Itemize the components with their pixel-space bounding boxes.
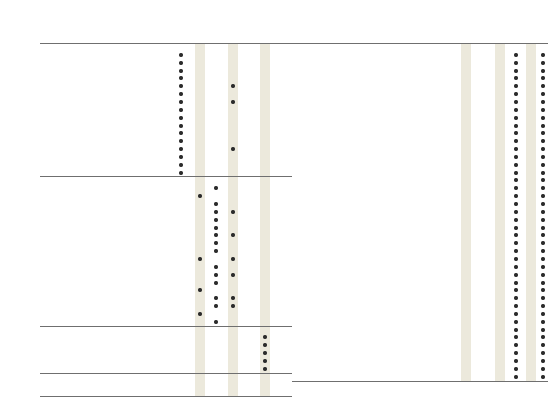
right-block-mark-dot <box>541 367 545 371</box>
right-block-mark-dot <box>514 210 518 214</box>
left-block-mark-dot <box>179 53 183 57</box>
left-block-mark-dot <box>179 69 183 73</box>
right-block-mark-dot <box>541 69 545 73</box>
right-block-mark-dot <box>541 61 545 65</box>
left-block-mark-dot <box>214 273 218 277</box>
right-block-mark-dot <box>541 249 545 253</box>
right-block-mark-dot <box>541 335 545 339</box>
right-block-mark-dot <box>541 163 545 167</box>
right-block-mark-dot <box>514 76 518 80</box>
right-block-mark-dot <box>514 288 518 292</box>
right-block-mark-dot <box>514 241 518 245</box>
left-block-mark-dot <box>179 139 183 143</box>
right-block-mark-dot <box>541 343 545 347</box>
right-block-mark-dot <box>541 171 545 175</box>
left-block-mark-dot <box>231 257 235 261</box>
left-block-mark-dot <box>179 163 183 167</box>
left-block-mark-dot <box>179 155 183 159</box>
left-block-header-rule <box>40 43 292 44</box>
left-block-mark-dot <box>214 265 218 269</box>
right-block-mark-dot <box>541 320 545 324</box>
right-block-mark-dot <box>541 375 545 379</box>
right-block-mark-dot <box>541 288 545 292</box>
right-block-mark-dot <box>514 186 518 190</box>
right-block-mark-dot <box>541 100 545 104</box>
right-block-mark-dot <box>541 116 545 120</box>
right-block-mark-dot <box>514 296 518 300</box>
left-block-mark-dot <box>231 210 235 214</box>
left-block-bottom-rule <box>40 396 292 397</box>
right-block-mark-dot <box>541 257 545 261</box>
left-block-mark-dot <box>214 241 218 245</box>
right-block-header-rule <box>292 43 548 44</box>
left-block-mark-dot <box>179 131 183 135</box>
right-block-mark-dot <box>514 131 518 135</box>
right-block-mark-dot <box>514 226 518 230</box>
left-block-mark-dot <box>179 124 183 128</box>
left-block-section-rule <box>40 176 292 177</box>
right-block-mark-dot <box>514 375 518 379</box>
right-block-mark-dot <box>541 296 545 300</box>
left-block-mark-dot <box>179 84 183 88</box>
right-block-mark-dot <box>541 210 545 214</box>
left-block-mark-dot <box>179 147 183 151</box>
right-block-mark-dot <box>541 124 545 128</box>
left-block-mark-dot <box>198 257 202 261</box>
left-block-mark-dot <box>214 304 218 308</box>
right-block-mark-dot <box>514 147 518 151</box>
right-block-mark-dot <box>541 76 545 80</box>
right-block-mark-dot <box>541 108 545 112</box>
right-block-mark-dot <box>514 257 518 261</box>
left-block-mark-dot <box>231 273 235 277</box>
right-block-mark-dot <box>514 343 518 347</box>
right-block-mark-dot <box>514 335 518 339</box>
right-block-mark-dot <box>541 265 545 269</box>
right-block-mark-dot <box>541 241 545 245</box>
right-block-mark-dot <box>514 320 518 324</box>
right-block-mark-dot <box>541 147 545 151</box>
right-block-mark-dot <box>514 265 518 269</box>
left-block-mark-dot <box>214 233 218 237</box>
right-block-mark-dot <box>541 131 545 135</box>
right-block-mark-dot <box>514 84 518 88</box>
right-block-mark-dot <box>541 178 545 182</box>
right-block-mark-dot <box>514 249 518 253</box>
right-block-mark-dot <box>541 312 545 316</box>
left-block-mark-dot <box>179 116 183 120</box>
right-block-mark-dot <box>541 273 545 277</box>
right-block-mark-dot <box>514 171 518 175</box>
right-block-mark-dot <box>514 139 518 143</box>
right-block-mark-dot <box>541 202 545 206</box>
right-block-mark-dot <box>514 218 518 222</box>
right-block-mark-dot <box>514 202 518 206</box>
left-block-mark-dot <box>214 249 218 253</box>
right-block-mark-dot <box>541 53 545 57</box>
right-block-mark-dot <box>541 304 545 308</box>
right-block-mark-dot <box>541 281 545 285</box>
left-block-mark-dot <box>179 100 183 104</box>
right-block-mark-dot <box>541 92 545 96</box>
right-block-mark-dot <box>541 359 545 363</box>
right-block-mark-dot <box>541 226 545 230</box>
right-block-mark-dot <box>514 108 518 112</box>
left-block-mark-dot <box>214 186 218 190</box>
right-block-mark-dot <box>514 155 518 159</box>
left-block-mark-dot <box>179 76 183 80</box>
right-block-mark-dot <box>514 273 518 277</box>
right-block-mark-dot <box>541 218 545 222</box>
left-block-mark-dot <box>214 226 218 230</box>
right-block-mark-dot <box>514 281 518 285</box>
left-block-mark-dot <box>263 367 267 371</box>
right-block-mark-dot <box>514 367 518 371</box>
left-block-column-stripe <box>228 43 238 396</box>
left-block-mark-dot <box>214 210 218 214</box>
right-block-mark-dot <box>541 233 545 237</box>
right-block-mark-dot <box>514 163 518 167</box>
right-block-column-stripe <box>461 43 471 381</box>
left-block-section-rule <box>40 326 292 327</box>
right-block-bottom-rule <box>292 381 548 382</box>
left-block-mark-dot <box>179 61 183 65</box>
left-block-mark-dot <box>263 359 267 363</box>
right-block-column-stripe <box>526 43 536 381</box>
right-block-mark-dot <box>514 53 518 57</box>
left-block-mark-dot <box>179 108 183 112</box>
right-block-mark-dot <box>514 100 518 104</box>
left-block-mark-dot <box>214 281 218 285</box>
left-block-mark-dot <box>214 296 218 300</box>
right-block-mark-dot <box>514 304 518 308</box>
right-block-mark-dot <box>541 155 545 159</box>
right-block-mark-dot <box>514 328 518 332</box>
left-block-mark-dot <box>214 320 218 324</box>
right-block-mark-dot <box>514 124 518 128</box>
left-block-mark-dot <box>231 100 235 104</box>
right-block-mark-dot <box>541 351 545 355</box>
right-block-mark-dot <box>541 186 545 190</box>
right-block-mark-dot <box>541 194 545 198</box>
left-block-mark-dot <box>214 202 218 206</box>
left-block-mark-dot <box>198 312 202 316</box>
right-block-mark-dot <box>514 194 518 198</box>
right-block-mark-dot <box>514 61 518 65</box>
left-block-mark-dot <box>214 218 218 222</box>
left-block-mark-dot <box>179 92 183 96</box>
left-block-column-stripe <box>195 43 205 396</box>
right-block-mark-dot <box>514 178 518 182</box>
right-block-mark-dot <box>541 139 545 143</box>
right-block-mark-dot <box>514 116 518 120</box>
right-block-mark-dot <box>541 84 545 88</box>
right-block-mark-dot <box>541 328 545 332</box>
right-block-column-stripe <box>495 43 505 381</box>
right-block-mark-dot <box>514 359 518 363</box>
right-block-mark-dot <box>514 69 518 73</box>
left-block-mark-dot <box>179 171 183 175</box>
right-block-mark-dot <box>514 233 518 237</box>
right-block-mark-dot <box>514 351 518 355</box>
left-block-section-rule <box>40 373 292 374</box>
right-block-mark-dot <box>514 312 518 316</box>
right-block-mark-dot <box>514 92 518 96</box>
